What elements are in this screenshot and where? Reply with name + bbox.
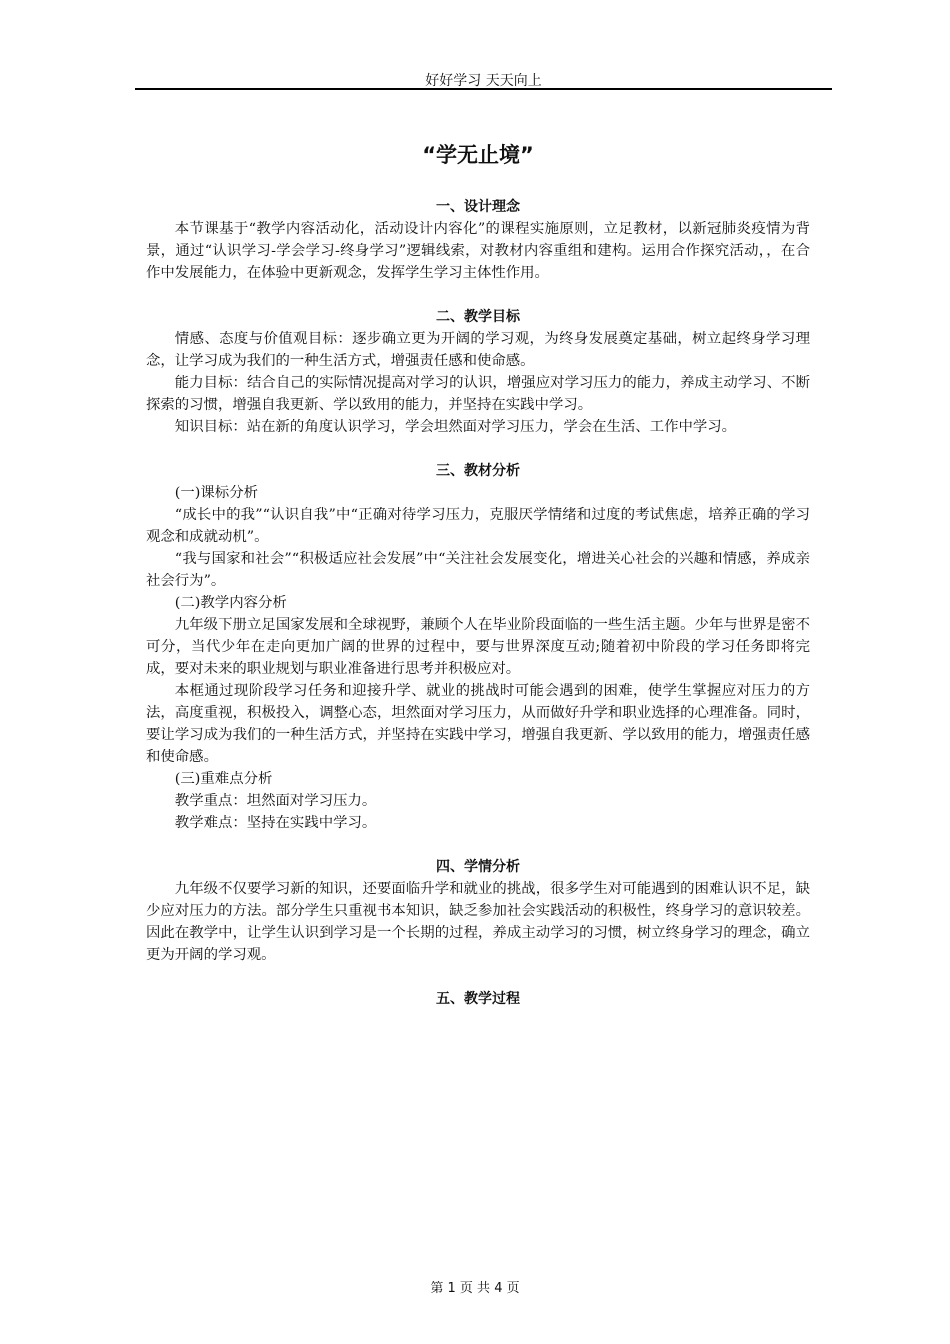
paragraph: 九年级下册立足国家发展和全球视野，兼顾个人在毕业阶段面临的一些生活主题。少年与世界是密不可分，当代少年在走向更加广阔的世界的过程中，要与世界深度互动;随着初中阶段的学习任务即将完成，要对未来的职业规划与职业准备进行思考并积极应对。 xyxy=(146,617,810,677)
paragraph: 本节课基于“教学内容活动化，活动设计内容化”的课程实施原则，立足教材，以新冠肺炎疫情为背景，通过“认识学习-学会学习-终身学习”逻辑线索，对教材内容重组和建构。运用合作探究活动，，在合作中发展能力，在体验中更新观念，发挥学生学习主体性作用。 xyxy=(146,221,810,281)
section-heading-process: 五、教学过程 xyxy=(436,991,520,1007)
paragraph: 知识目标：站在新的角度认识学习，学会坦然面对学习压力，学会在生活、工作中学习。 xyxy=(174,419,737,435)
page-footer: 第 1 页 共 4 页 xyxy=(430,1281,520,1296)
paragraph: 本框通过现阶段学习任务和迎接升学、就业的挑战时可能会遇到的困难，使学生掌握应对压力的方法，高度重视，积极投入，调整心态，坦然面对学习压力，从而做好升学和职业选择的心理准备。同时，要让学习成为我们的一种生活方式，并坚持在实践中学习，增强自我更新、学以致用的能力，增强责任感和使命感。 xyxy=(146,683,810,765)
paragraph: 情感、态度与价值观目标：逐步确立更为开阔的学习观，为终身发展奠定基础，树立起终身学习理念，让学习成为我们的一种生活方式，增强责任感和使命感。 xyxy=(146,331,810,369)
document-body xyxy=(146,138,810,1010)
section-heading-goals: 二、教学目标 xyxy=(436,309,520,325)
paragraph: 九年级不仅要学习新的知识，还要面临升学和就业的挑战，很多学生对可能遇到的困难认识不足，缺少应对压力的方法。部分学生只重视书本知识，缺乏参加社会实践活动的积极性，终身学习的意识较差。因此在教学中，让学生认识到学习是一个长期的过程，养成主动学习的习惯，树立终身学习的理念，确立更为开阔的学习观。 xyxy=(146,881,810,963)
paragraph: 能力目标：结合自己的实际情况提高对学习的认识，增强应对学习压力的能力，养成主动学习、不断探索的习惯，增强自我更新、学以致用的能力，并坚持在实践中学习。 xyxy=(146,375,810,413)
paragraph: 教学重点：坦然面对学习压力。 xyxy=(174,793,377,809)
page-header: 好好学习 天天向上 xyxy=(425,73,542,89)
document-title: “学无止境” xyxy=(422,143,534,167)
subheading: (一)课标分析 xyxy=(174,485,258,501)
paragraph: “成长中的我”“认识自我”中“正确对待学习压力，克服厌学情绪和过度的考试焦虑，培养正确的学习观念和成就动机”。 xyxy=(146,507,810,545)
paragraph: “我与国家和社会”“积极适应社会发展”中“关注社会发展变化，增进关心社会的兴趣和情感，养成亲社会行为”。 xyxy=(146,551,810,589)
paragraph: 教学难点：坚持在实践中学习。 xyxy=(174,815,377,831)
section-heading-students: 四、学情分析 xyxy=(436,859,520,875)
header-divider xyxy=(135,88,832,90)
subheading: (三)重难点分析 xyxy=(174,771,273,787)
section-heading-design: 一、设计理念 xyxy=(436,199,520,215)
subheading: (二)教学内容分析 xyxy=(174,595,287,611)
section-heading-textbook: 三、教材分析 xyxy=(436,463,520,479)
